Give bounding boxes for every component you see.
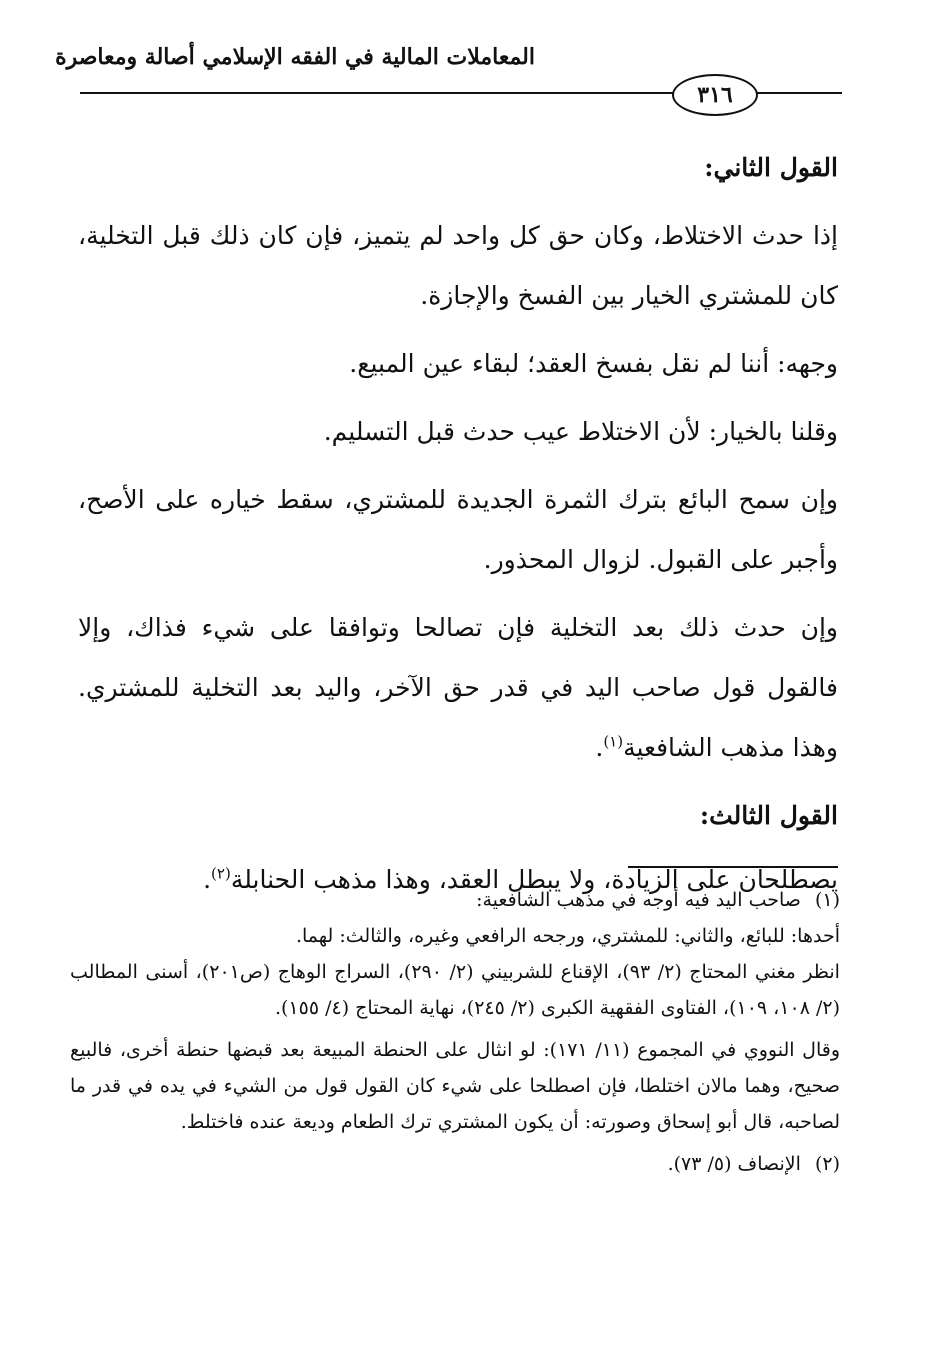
footnote-1-line-2: أحدها: للبائع، والثاني: للمشتري، ورجحه الرافعي وغيره، والثالث: لهما. xyxy=(295,925,840,947)
heading-third-opinion: القول الثالث: xyxy=(699,801,838,830)
paragraph-5-end: . xyxy=(595,733,604,762)
footnote-1-line-4: وقال النووي في المجموع (١١/ ١٧١): لو انثال على الحنطة المبيعة بعد قبضها حنطة أخرى، فالبيع صحيح، وهما مالان اختلطا، فإن اصطلحا على شيء كان القول قول من الشيء في يده في قدر ما لصاحبه، قال أبو إسحاق وصورته: أن يكون المشتري ترك الطعام وديعة عنده فاختلط. xyxy=(70,1039,840,1133)
footnote-rule xyxy=(628,866,838,868)
footnote-1-header xyxy=(70,882,840,918)
footnote-2-text: الإنصاف (٥/ ٧٣). xyxy=(667,1153,801,1175)
footnote-2 xyxy=(70,1146,840,1182)
page-number: ٣١٦ xyxy=(672,74,758,116)
paragraph-5 xyxy=(78,598,838,778)
paragraph-3: وقلنا بالخيار: لأن الاختلاط عيب حدث قبل التسليم. xyxy=(323,417,838,446)
footnote-2-number: (٢) xyxy=(814,1153,840,1175)
footnote-ref-2[interactable]: (٢) xyxy=(211,864,231,883)
footnotes xyxy=(70,882,840,1182)
running-title: المعاملات المالية في الفقه الإسلامي أصالة ومعاصرة xyxy=(55,44,535,70)
paragraph-5-text: وإن حدث ذلك بعد التخلية فإن تصالحا وتوافقا على شيء فذاك، وإلا فالقول قول صاحب اليد في قدر حق الآخر، واليد بعد التخلية للمشتري. وهذا مذهب الشافعية xyxy=(78,613,838,762)
footnote-1-line-1: صاحب اليد فيه أوجه في مذهب الشافعية: xyxy=(476,889,801,911)
paragraph-6-text: يصطلحان على الزيادة، ولا يبطل العقد، وهذا مذهب الحنابلة xyxy=(230,865,838,894)
paragraph-1: إذا حدث الاختلاط، وكان حق كل واحد لم يتميز، فإن كان ذلك قبل التخلية، كان للمشتري الخيار بين الفسخ والإجازة. xyxy=(78,221,838,310)
heading-second-opinion: القول الثاني: xyxy=(704,153,838,182)
paragraph-4: وإن سمح البائع بترك الثمرة الجديدة للمشتري، سقط خياره على الأصح، وأجبر على القبول. لزوال المحذور. xyxy=(78,485,838,574)
footnote-ref-1[interactable]: (١) xyxy=(603,732,624,751)
footnote-1-line-3: انظر مغني المحتاج (٢/ ٩٣)، الإقناع للشربيني (٢/ ٢٩٠)، السراج الوهاج (ص٢٠١)، أسنى المطالب (٢/ ١٠٨، ١٠٩)، الفتاوى الفقهية الكبرى (٢/ ٢٤٥)، نهاية المحتاج (٤/ ١٥٥). xyxy=(70,961,840,1019)
paragraph-6-end: . xyxy=(203,865,212,894)
footnote-1-number: (١) xyxy=(814,889,840,911)
paragraph-2: وجهه: أننا لم نقل بفسخ العقد؛ لبقاء عين المبيع. xyxy=(349,349,838,378)
main-text xyxy=(78,138,838,918)
